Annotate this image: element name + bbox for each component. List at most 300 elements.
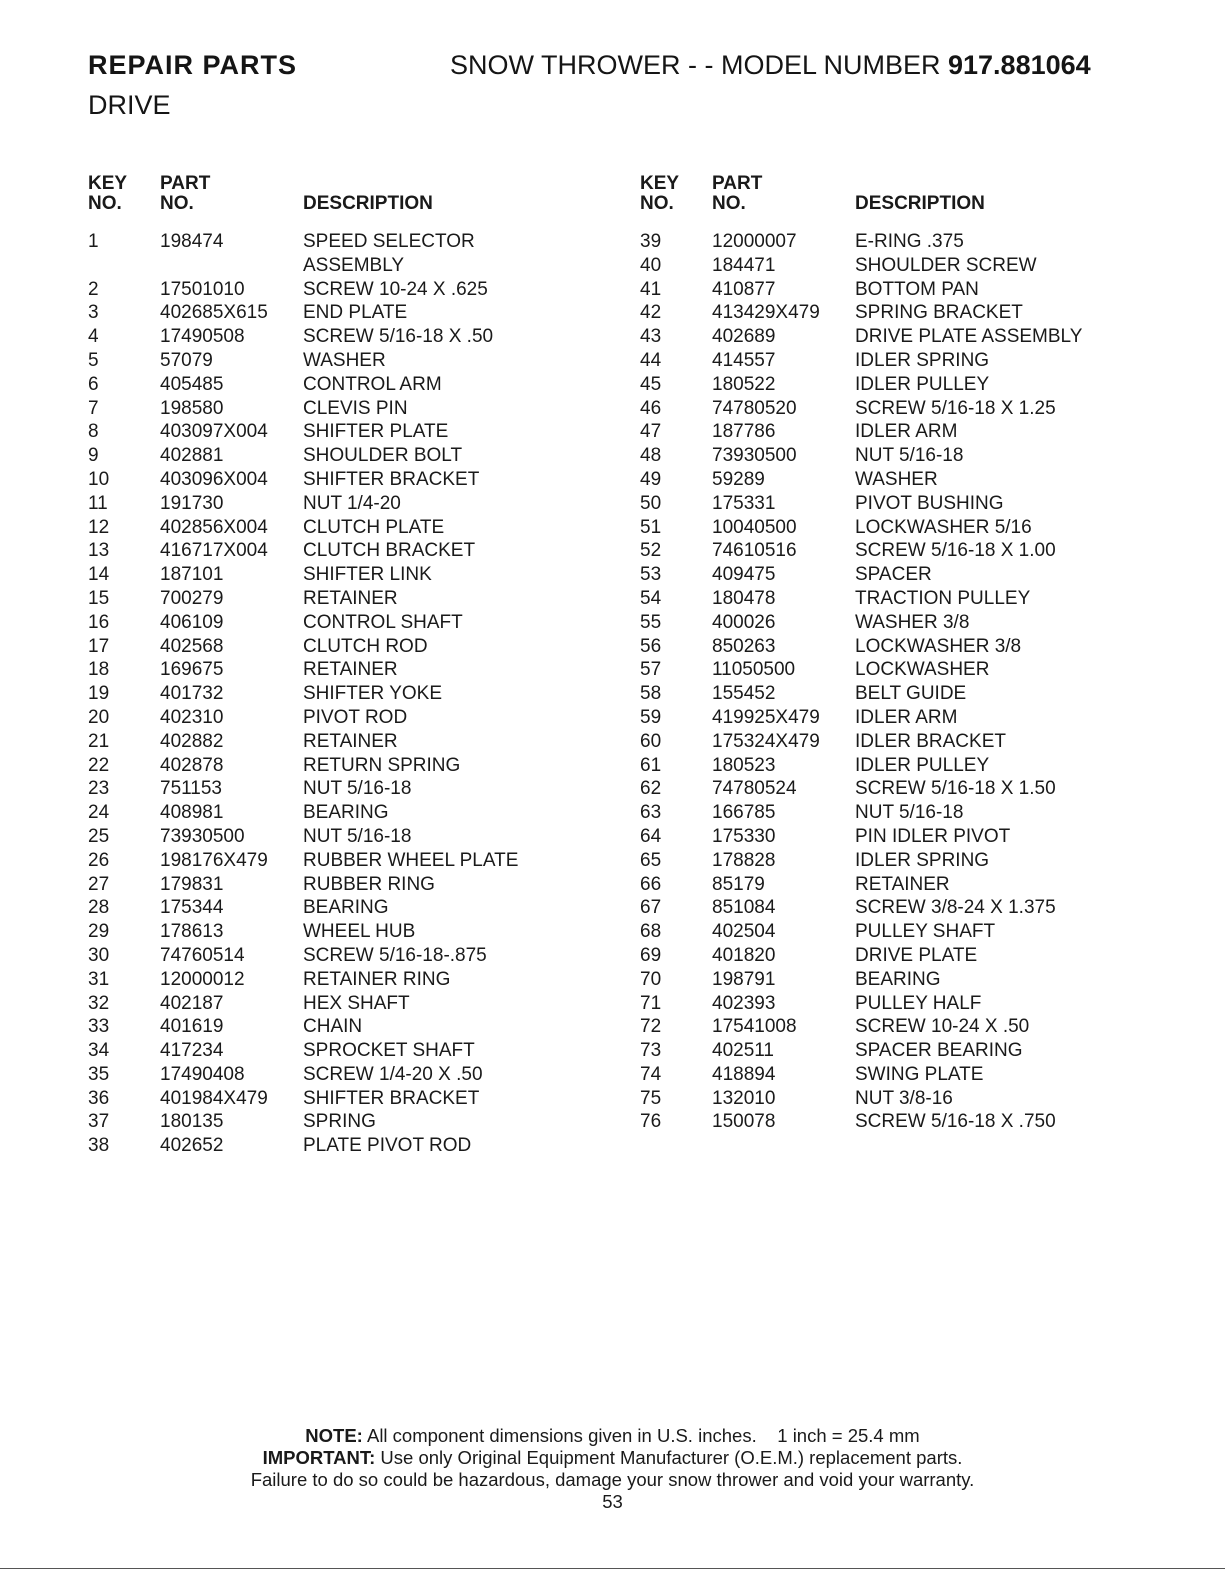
key-number: 74 xyxy=(640,1063,662,1085)
key-number: 42 xyxy=(640,302,662,324)
key-number: 25 xyxy=(88,825,110,847)
page-header-title: REPAIR PARTS xyxy=(88,50,298,80)
description-line: IDLER PULLEY xyxy=(855,754,990,776)
description-line: SCREW 5/16-18 X 1.50 xyxy=(855,778,1056,800)
description-line: RETAINER RING xyxy=(303,968,451,990)
part-description xyxy=(303,1110,376,1134)
part-description xyxy=(855,468,938,492)
description-line: CONTROL SHAFT xyxy=(303,611,463,633)
description-line: SPACER BEARING xyxy=(855,1040,1023,1062)
part-number: 12000012 xyxy=(160,968,245,990)
part-description xyxy=(303,278,488,302)
description-line: SCREW 1/4-20 X .50 xyxy=(303,1063,483,1085)
part-description xyxy=(303,563,432,587)
model-heading xyxy=(450,50,1091,81)
description-line: IDLER BRACKET xyxy=(855,730,1006,752)
description-line: SCREW 10-24 X .625 xyxy=(303,278,488,300)
part-header-line1: PART xyxy=(160,173,211,194)
description-line: SHIFTER BRACKET xyxy=(303,1087,480,1109)
key-header-line1: KEY xyxy=(88,173,128,194)
part-number: 751153 xyxy=(160,778,222,800)
description-line: DRIVE PLATE xyxy=(855,944,978,966)
part-description xyxy=(303,849,518,873)
description-line: BEARING xyxy=(855,968,941,990)
part-number: 85179 xyxy=(712,873,765,895)
part-description xyxy=(303,1134,471,1158)
key-number: 8 xyxy=(88,421,99,443)
notes-block xyxy=(0,1425,1225,1513)
part-description xyxy=(855,801,963,825)
description-line: RUBBER RING xyxy=(303,873,435,895)
description-line: SCREW 5/16-18 X .50 xyxy=(303,326,494,348)
key-number: 60 xyxy=(640,730,662,752)
part-description xyxy=(855,968,941,992)
part-number: 17490508 xyxy=(160,326,245,348)
part-description xyxy=(855,1063,983,1087)
part-number: 74760514 xyxy=(160,944,245,966)
description-line: SHOULDER SCREW xyxy=(855,254,1037,276)
part-number: 17541008 xyxy=(712,1016,797,1038)
part-number: 406109 xyxy=(160,611,224,633)
part-number: 402511 xyxy=(712,1040,774,1062)
description-line: CHAIN xyxy=(303,1016,363,1038)
part-number: 402393 xyxy=(712,992,776,1014)
key-number: 3 xyxy=(88,302,99,324)
key-number: 6 xyxy=(88,373,99,395)
key-number: 2 xyxy=(88,278,99,300)
description-line: BOTTOM PAN xyxy=(855,278,979,300)
key-number: 26 xyxy=(88,849,110,871)
part-number: 178828 xyxy=(712,849,776,871)
part-description xyxy=(303,301,407,325)
part-number: 402568 xyxy=(160,635,224,657)
key-number: 43 xyxy=(640,326,662,348)
key-number: 71 xyxy=(640,992,662,1014)
important-line xyxy=(0,1447,1225,1469)
part-number: 74780520 xyxy=(712,397,797,419)
part-number: 851084 xyxy=(712,897,776,919)
part-number: 401984X479 xyxy=(160,1087,268,1109)
model-heading-prefix: SNOW THROWER - - MODEL NUMBER xyxy=(450,50,948,80)
description-line: TRACTION PULLEY xyxy=(855,587,1031,609)
description-line: CLUTCH BRACKET xyxy=(303,540,476,562)
key-number: 14 xyxy=(88,564,110,586)
description-line: WASHER xyxy=(303,349,386,371)
part-header-line2: NO. xyxy=(712,193,746,214)
part-number: 408981 xyxy=(160,802,224,824)
key-number: 75 xyxy=(640,1087,662,1109)
part-description xyxy=(855,230,964,254)
part-number: 180478 xyxy=(712,587,776,609)
description-line: CLUTCH ROD xyxy=(303,635,428,657)
description-line: BEARING xyxy=(303,897,389,919)
key-number: 5 xyxy=(88,349,99,371)
key-number: 45 xyxy=(640,373,662,395)
key-number: 70 xyxy=(640,968,662,990)
part-number: 400026 xyxy=(712,611,776,633)
part-description xyxy=(303,944,487,968)
description-line: RUBBER WHEEL PLATE xyxy=(303,849,519,871)
part-number: 180523 xyxy=(712,754,776,776)
note-line xyxy=(0,1425,1225,1447)
key-number: 29 xyxy=(88,921,110,943)
key-number: 66 xyxy=(640,873,662,895)
part-description xyxy=(855,397,1056,421)
key-number: 47 xyxy=(640,421,662,443)
warning-line: Failure to do so could be hazardous, damage your snow thrower and void your warranty. xyxy=(250,1469,975,1490)
key-number: 76 xyxy=(640,1111,662,1133)
key-number: 65 xyxy=(640,849,662,871)
part-number: 402689 xyxy=(712,326,776,348)
part-description xyxy=(855,325,1082,349)
part-description xyxy=(303,325,493,349)
part-number: 405485 xyxy=(160,373,224,395)
part-number: 402685X615 xyxy=(160,302,268,324)
part-number: 150078 xyxy=(712,1111,776,1133)
part-description xyxy=(303,587,398,611)
description-line: SCREW 3/8-24 X 1.375 xyxy=(855,897,1056,919)
part-description xyxy=(855,349,989,373)
part-description xyxy=(855,373,989,397)
part-number: 401619 xyxy=(160,1016,224,1038)
part-description xyxy=(303,777,411,801)
part-description xyxy=(303,373,442,397)
description-line: BEARING xyxy=(303,802,389,824)
key-number: 11 xyxy=(88,492,108,514)
key-header-line2: NO. xyxy=(88,193,122,214)
part-number: 11050500 xyxy=(712,659,796,681)
key-number: 16 xyxy=(88,611,110,633)
part-description xyxy=(303,730,398,754)
part-number: 73930500 xyxy=(712,445,797,467)
key-number: 36 xyxy=(88,1087,110,1109)
part-description xyxy=(855,873,950,897)
key-number: 13 xyxy=(88,540,110,562)
description-line: IDLER SPRING xyxy=(855,349,990,371)
part-description xyxy=(855,896,1056,920)
part-number: 12000007 xyxy=(712,231,797,252)
description-line: PIVOT ROD xyxy=(303,706,408,728)
part-number: 180522 xyxy=(712,373,776,395)
part-description xyxy=(855,635,1021,659)
key-number: 7 xyxy=(88,397,99,419)
key-number: 48 xyxy=(640,445,662,467)
description-line: IDLER PULLEY xyxy=(855,373,990,395)
key-number: 62 xyxy=(640,778,662,800)
description-line: PLATE PIVOT ROD xyxy=(303,1135,472,1157)
description-line: PIVOT BUSHING xyxy=(855,492,1004,514)
key-number: 1 xyxy=(88,231,99,252)
part-description xyxy=(855,754,989,778)
key-number: 30 xyxy=(88,944,110,966)
part-number: 700279 xyxy=(160,587,224,609)
part-number: 414557 xyxy=(712,349,776,371)
part-description xyxy=(303,635,428,659)
description-line: LOCKWASHER xyxy=(855,659,990,681)
key-number: 73 xyxy=(640,1040,662,1062)
part-description xyxy=(855,920,995,944)
description-line: SPRING BRACKET xyxy=(855,302,1023,324)
key-number: 28 xyxy=(88,897,110,919)
description-line: RETAINER xyxy=(303,659,398,681)
part-number: 187786 xyxy=(712,421,776,443)
part-number: 175331 xyxy=(712,492,776,514)
description-line: SPROCKET SHAFT xyxy=(303,1040,475,1062)
key-number: 52 xyxy=(640,540,662,562)
description-line: SHIFTER YOKE xyxy=(303,683,443,705)
model-number: 917.881064 xyxy=(948,50,1091,80)
page-number: 53 xyxy=(602,1491,623,1512)
part-number: 418894 xyxy=(712,1063,776,1085)
description-line: BELT GUIDE xyxy=(855,683,967,705)
description-line: E-RING .375 xyxy=(855,231,964,252)
key-number: 33 xyxy=(88,1016,110,1038)
key-number: 41 xyxy=(640,278,662,300)
part-description xyxy=(855,611,969,635)
key-number: 55 xyxy=(640,611,662,633)
part-description xyxy=(855,849,989,873)
part-description xyxy=(855,1015,1029,1039)
key-number: 12 xyxy=(88,516,110,538)
description-line: LOCKWASHER 3/8 xyxy=(855,635,1022,657)
part-description xyxy=(855,658,989,682)
description-line: PULLEY HALF xyxy=(855,992,982,1014)
key-number: 21 xyxy=(88,730,110,752)
description-line: IDLER ARM xyxy=(855,706,958,728)
description-line: NUT 5/16-18 xyxy=(855,445,964,467)
key-number: 67 xyxy=(640,897,662,919)
part-number: 402878 xyxy=(160,754,224,776)
part-number: 178613 xyxy=(160,921,224,943)
part-number: 416717X004 xyxy=(160,540,268,562)
part-number: 166785 xyxy=(712,802,776,824)
description-line: HEX SHAFT xyxy=(303,992,410,1014)
key-number: 51 xyxy=(640,516,662,538)
part-number: 187101 xyxy=(160,564,224,586)
part-description xyxy=(303,658,398,682)
part-number: 17490408 xyxy=(160,1063,245,1085)
part-description xyxy=(303,516,444,540)
key-number: 53 xyxy=(640,564,662,586)
description-line: RETAINER xyxy=(303,587,398,609)
key-number: 63 xyxy=(640,802,662,824)
part-description xyxy=(855,539,1056,563)
key-number: 59 xyxy=(640,706,662,728)
description-header: DESCRIPTION xyxy=(303,193,433,214)
part-description xyxy=(303,825,411,849)
part-description xyxy=(855,278,979,302)
part-number: 413429X479 xyxy=(712,302,820,324)
part-number: 401732 xyxy=(160,683,224,705)
part-description xyxy=(303,444,462,468)
part-number: 59289 xyxy=(712,468,765,490)
description-line: SCREW 10-24 X .50 xyxy=(855,1016,1030,1038)
description-line: PIN IDLER PIVOT xyxy=(855,825,1011,847)
description-line: SPACER xyxy=(855,564,932,586)
description-line: IDLER SPRING xyxy=(855,849,990,871)
part-description xyxy=(855,1039,1023,1063)
part-number: 403096X004 xyxy=(160,468,268,490)
key-number: 24 xyxy=(88,802,110,824)
part-description xyxy=(855,254,1037,278)
description-line: NUT 5/16-18 xyxy=(855,802,964,824)
key-number: 9 xyxy=(88,445,99,467)
part-description xyxy=(303,754,460,778)
part-description xyxy=(303,349,386,373)
key-number: 10 xyxy=(88,468,110,490)
key-number: 23 xyxy=(88,778,110,800)
part-number: 175344 xyxy=(160,897,224,919)
part-description xyxy=(303,1015,362,1039)
part-number: 409475 xyxy=(712,564,776,586)
part-description xyxy=(303,920,415,944)
description-line: ASSEMBLY xyxy=(303,254,405,276)
part-header-line2: NO. xyxy=(160,193,194,214)
part-description xyxy=(303,873,435,897)
description-line: NUT 5/16-18 xyxy=(303,825,412,847)
description-line: WASHER xyxy=(855,468,938,490)
part-description xyxy=(303,968,450,992)
part-description xyxy=(855,706,957,730)
part-description xyxy=(855,420,957,444)
part-number: 198474 xyxy=(160,231,224,252)
description-line: IDLER ARM xyxy=(855,421,958,443)
part-number: 74610516 xyxy=(712,540,797,562)
key-number: 31 xyxy=(88,968,110,990)
part-number: 169675 xyxy=(160,659,224,681)
part-description xyxy=(303,801,389,825)
part-description xyxy=(303,611,463,635)
key-number: 15 xyxy=(88,587,110,609)
description-line: PULLEY SHAFT xyxy=(855,921,996,943)
key-header-line1: KEY xyxy=(640,173,680,194)
part-number: 180135 xyxy=(160,1111,224,1133)
note-label: NOTE: xyxy=(305,1425,363,1446)
part-number: 175324X479 xyxy=(712,730,820,752)
description-line: LOCKWASHER 5/16 xyxy=(855,516,1032,538)
part-description xyxy=(855,1110,1056,1134)
part-description xyxy=(855,444,963,468)
part-description xyxy=(855,944,977,968)
part-description xyxy=(855,516,1032,540)
key-number: 34 xyxy=(88,1040,110,1062)
key-number: 72 xyxy=(640,1016,662,1038)
description-line: CLUTCH PLATE xyxy=(303,516,445,538)
part-header-line1: PART xyxy=(712,173,763,194)
part-description xyxy=(855,682,966,706)
part-number: 419925X479 xyxy=(712,706,820,728)
key-number: 18 xyxy=(88,659,110,681)
part-description xyxy=(303,397,408,421)
part-description xyxy=(303,1039,475,1063)
key-number: 57 xyxy=(640,659,662,681)
part-description xyxy=(303,420,448,444)
description-line: END PLATE xyxy=(303,302,408,324)
part-description xyxy=(855,730,1006,754)
part-number: 179831 xyxy=(160,873,224,895)
key-number: 46 xyxy=(640,397,662,419)
description-line: NUT 1/4-20 xyxy=(303,492,401,514)
key-number: 22 xyxy=(88,754,110,776)
part-number: 155452 xyxy=(712,683,776,705)
note-text: All component dimensions given in U.S. inches. 1 inch = 25.4 mm xyxy=(362,1425,920,1446)
part-description xyxy=(303,468,479,492)
part-number: 403097X004 xyxy=(160,421,268,443)
part-number: 417234 xyxy=(160,1040,224,1062)
description-line: RETAINER xyxy=(303,730,398,752)
key-number: 35 xyxy=(88,1063,110,1085)
part-description xyxy=(303,539,475,563)
key-number: 37 xyxy=(88,1111,110,1133)
description-line: RETURN SPRING xyxy=(303,754,461,776)
key-number: 40 xyxy=(640,254,662,276)
part-description xyxy=(303,1087,479,1111)
description-line: NUT 5/16-18 xyxy=(303,778,412,800)
important-text: Use only Original Equipment Manufacturer (O.E.M.) replacement parts. xyxy=(375,1447,963,1468)
part-description xyxy=(855,992,981,1016)
key-number: 56 xyxy=(640,635,662,657)
part-description xyxy=(855,563,932,587)
part-description xyxy=(855,301,1023,325)
description-line: SWING PLATE xyxy=(855,1063,984,1085)
key-number: 58 xyxy=(640,683,662,705)
description-line: SCREW 5/16-18-.875 xyxy=(303,944,487,966)
key-number: 38 xyxy=(88,1135,110,1157)
part-number: 402856X004 xyxy=(160,516,268,538)
part-number: 17501010 xyxy=(160,278,245,300)
key-number: 44 xyxy=(640,349,662,371)
part-number: 57079 xyxy=(160,349,213,371)
part-number: 402310 xyxy=(160,706,224,728)
description-line: WASHER 3/8 xyxy=(855,611,970,633)
description-line: CONTROL ARM xyxy=(303,373,442,395)
part-description xyxy=(855,492,1004,516)
description-line: CLEVIS PIN xyxy=(303,397,408,419)
part-description xyxy=(855,1087,953,1111)
part-number: 74780524 xyxy=(712,778,797,800)
important-label: IMPORTANT: xyxy=(262,1447,376,1468)
part-description xyxy=(855,777,1056,801)
key-number: 61 xyxy=(640,754,662,776)
part-number: 850263 xyxy=(712,635,776,657)
key-number: 69 xyxy=(640,944,662,966)
key-header-line2: NO. xyxy=(640,193,674,214)
key-number: 64 xyxy=(640,825,662,847)
key-number: 20 xyxy=(88,706,110,728)
key-number: 54 xyxy=(640,587,662,609)
part-number: 410877 xyxy=(712,278,776,300)
part-number: 402504 xyxy=(712,921,776,943)
key-number: 19 xyxy=(88,683,110,705)
part-number: 402882 xyxy=(160,730,224,752)
part-number: 402652 xyxy=(160,1135,224,1157)
description-line: SHIFTER BRACKET xyxy=(303,468,480,490)
description-line: DRIVE PLATE ASSEMBLY xyxy=(855,326,1083,348)
part-number: 132010 xyxy=(712,1087,776,1109)
part-number: 73930500 xyxy=(160,825,245,847)
part-number: 191730 xyxy=(160,492,224,514)
part-description xyxy=(303,992,410,1016)
part-description xyxy=(303,682,442,706)
part-description xyxy=(303,896,389,920)
description-line: SCREW 5/16-18 X 1.25 xyxy=(855,397,1056,419)
key-number: 32 xyxy=(88,992,110,1014)
part-description xyxy=(303,706,407,730)
section-title: DRIVE xyxy=(88,90,171,120)
key-number: 68 xyxy=(640,921,662,943)
description-line: RETAINER xyxy=(855,873,950,895)
part-description xyxy=(303,1063,483,1087)
